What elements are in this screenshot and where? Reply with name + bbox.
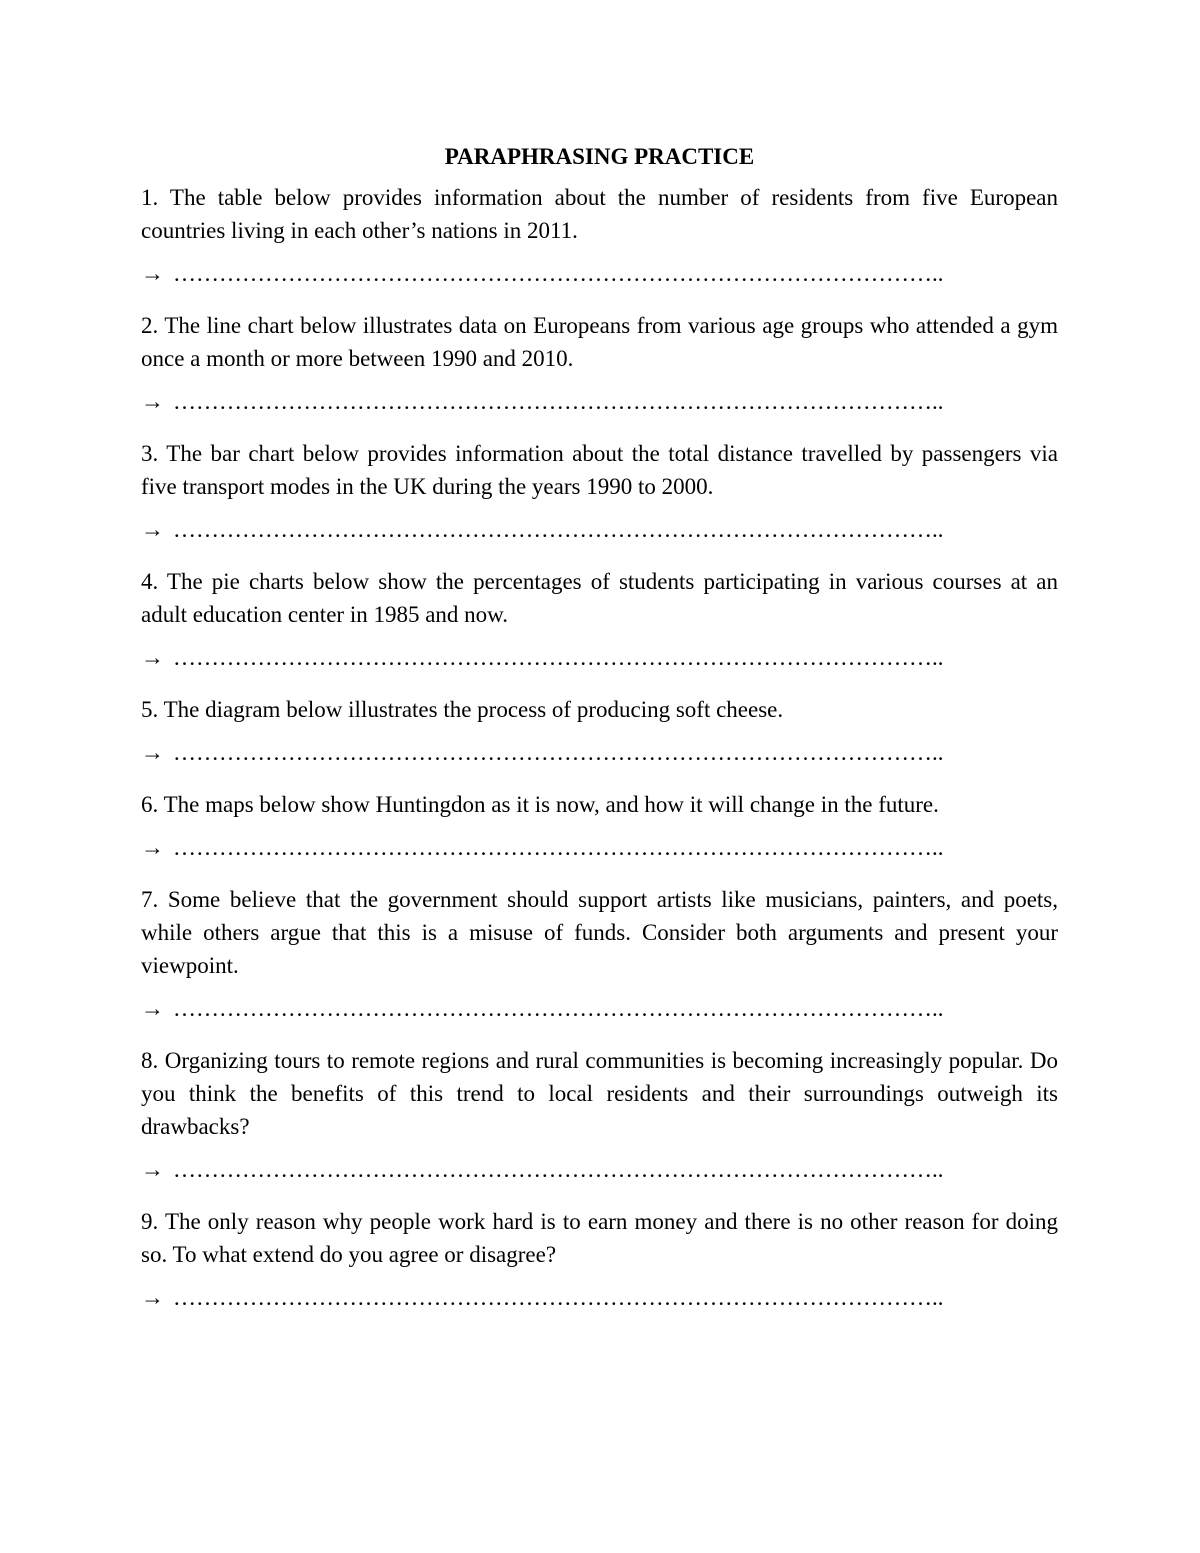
exercise-item [141, 437, 1058, 546]
exercise-prompt: 9. The only reason why people work hard is to earn money and there is no other reason for doing so. To what extend do you agree or disagree? [141, 1209, 1058, 1267]
exercise-prompt: 1. The table below provides information about the number of residents from five European countries living in each other’s nations in 2011. [141, 185, 1058, 243]
exercise-item [141, 565, 1058, 674]
arrow-icon: → [141, 645, 164, 670]
exercise-item [141, 1205, 1058, 1314]
answer-line [141, 385, 1058, 418]
answer-blank: ……………………………………………………………………………………….. [173, 740, 944, 765]
answer-blank: ……………………………………………………………………………………….. [173, 261, 944, 286]
answer-line [141, 257, 1058, 290]
exercise-prompt: 7. Some believe that the government should support artists like musicians, painters, and poets, while others argue that this is a misuse of funds. Consider both arguments and present your viewpoint. [141, 887, 1058, 978]
arrow-icon: → [141, 996, 164, 1021]
answer-blank: ……………………………………………………………………………………….. [173, 835, 944, 860]
arrow-icon: → [141, 517, 164, 542]
arrow-icon: → [141, 389, 164, 414]
document-page [141, 140, 1058, 1333]
answer-blank: ……………………………………………………………………………………….. [173, 645, 944, 670]
exercise-prompt: 6. The maps below show Huntingdon as it is now, and how it will change in the future. [141, 792, 939, 817]
arrow-icon: → [141, 740, 164, 765]
answer-line [141, 641, 1058, 674]
answer-blank: ……………………………………………………………………………………….. [173, 517, 944, 542]
answer-blank: ……………………………………………………………………………………….. [173, 1285, 944, 1310]
exercise-item [141, 1044, 1058, 1186]
exercise-prompt: 3. The bar chart below provides information about the total distance travelled by passengers via five transport modes in the UK during the years 1990 to 2000. [141, 441, 1058, 499]
page-title: PARAPHRASING PRACTICE [444, 144, 755, 169]
exercise-item [141, 181, 1058, 290]
arrow-icon: → [141, 261, 164, 286]
arrow-icon: → [141, 1157, 164, 1182]
exercise-item [141, 883, 1058, 1025]
answer-blank: ……………………………………………………………………………………….. [173, 1157, 944, 1182]
answer-line [141, 831, 1058, 864]
exercise-item [141, 309, 1058, 418]
exercise-prompt: 8. Organizing tours to remote regions and rural communities is becoming increasingly popular. Do you think the benefits of this trend to local residents and their surroundings outweigh its drawbacks? [141, 1048, 1058, 1139]
answer-line [141, 1153, 1058, 1186]
answer-blank: ……………………………………………………………………………………….. [173, 996, 944, 1021]
exercise-item [141, 788, 1058, 864]
answer-line [141, 992, 1058, 1025]
answer-line [141, 736, 1058, 769]
answer-line [141, 1281, 1058, 1314]
exercise-prompt: 5. The diagram below illustrates the process of producing soft cheese. [141, 697, 784, 722]
exercise-prompt: 4. The pie charts below show the percentages of students participating in various courses at an adult education center in 1985 and now. [141, 569, 1058, 627]
exercise-item [141, 693, 1058, 769]
answer-blank: ……………………………………………………………………………………….. [173, 389, 944, 414]
answer-line [141, 513, 1058, 546]
arrow-icon: → [141, 835, 164, 860]
arrow-icon: → [141, 1285, 164, 1310]
exercise-prompt: 2. The line chart below illustrates data on Europeans from various age groups who attended a gym once a month or more between 1990 and 2010. [141, 313, 1058, 371]
